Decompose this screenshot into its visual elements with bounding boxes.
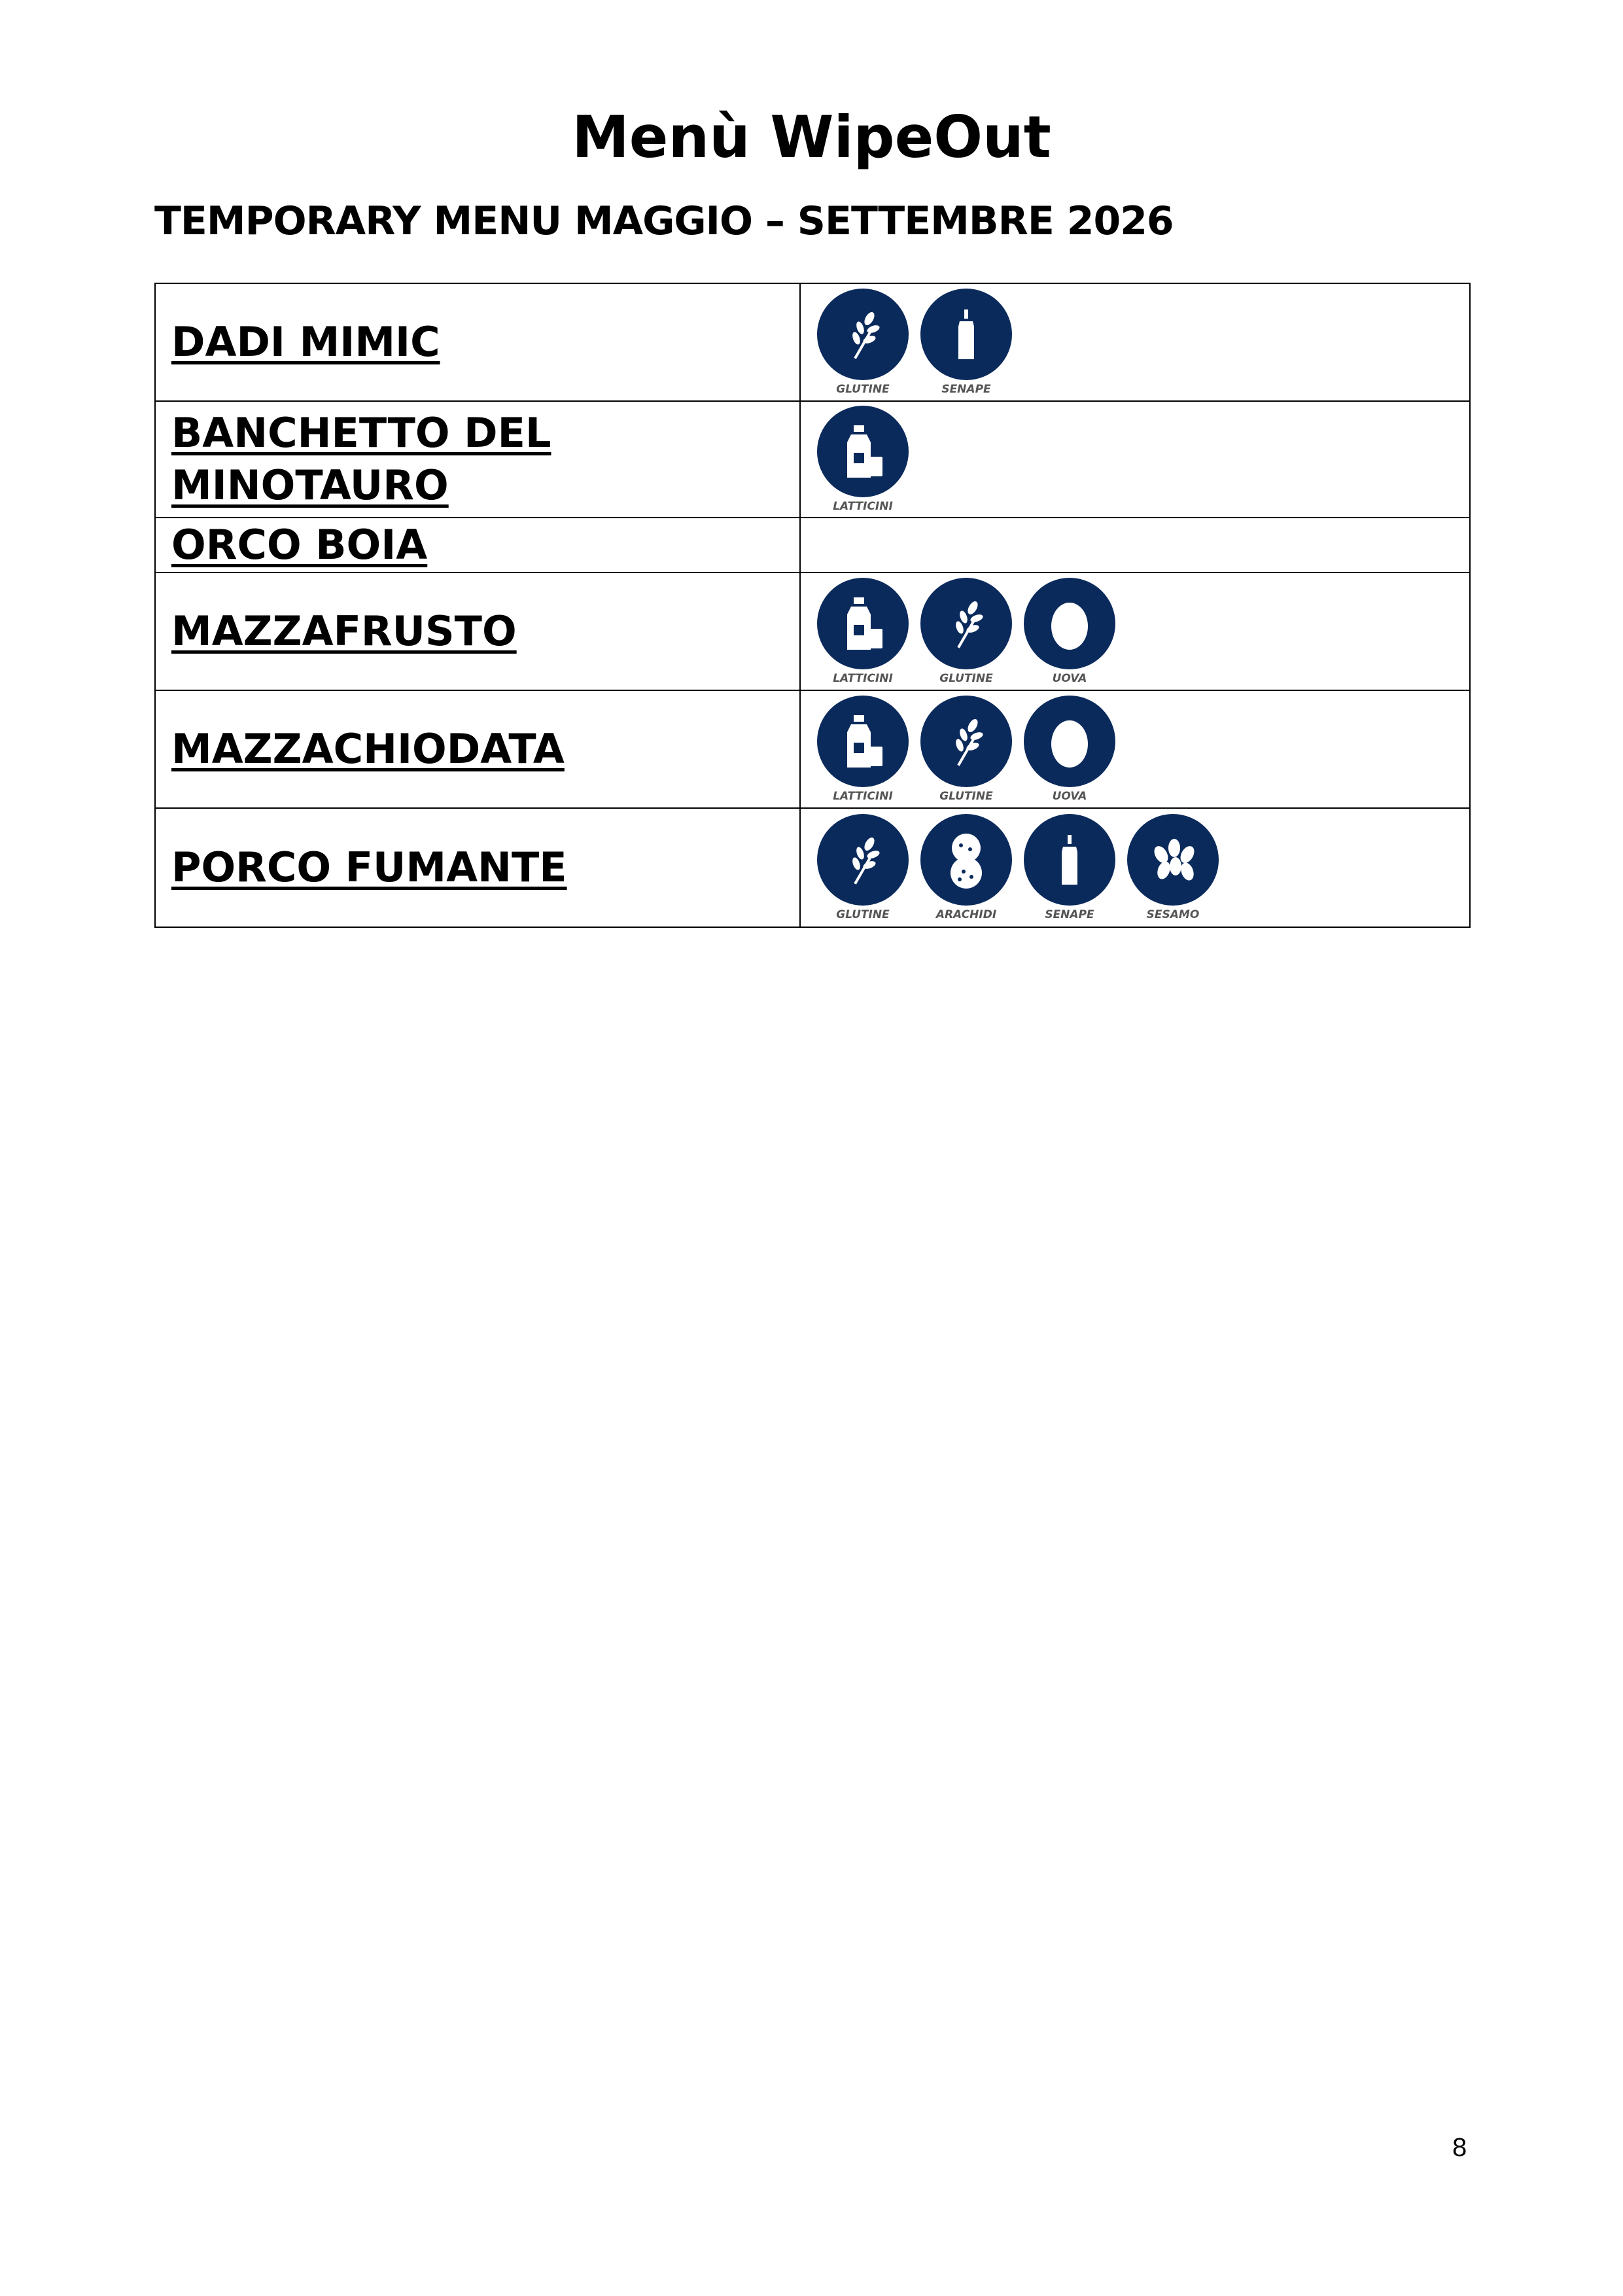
allergen-item (1021, 814, 1119, 921)
allergen-item (1021, 696, 1119, 803)
allergens-cell (800, 573, 1470, 690)
allergen-item (814, 814, 912, 921)
sesame-icon (1127, 814, 1219, 906)
egg-icon (1024, 696, 1115, 787)
allergen-list (801, 696, 1469, 803)
allergen-label: GLUTINE (939, 672, 993, 685)
egg-icon (1024, 578, 1115, 669)
wheat-icon (817, 814, 909, 906)
menu-row (155, 573, 1470, 690)
menu-subtitle: TEMPORARY MENU MAGGIO – SETTEMBRE 2026 (154, 198, 1174, 244)
allergen-item (917, 696, 1015, 803)
dish-name: BANCHETTO DEL MINOTAURO (171, 409, 551, 509)
allergen-label: SENAPE (941, 383, 991, 396)
allergen-label: SESAMO (1146, 908, 1200, 921)
allergen-list (801, 289, 1469, 396)
milk-icon (817, 578, 909, 669)
dish-name: ORCO BOIA (171, 521, 428, 569)
allergen-item (1021, 578, 1119, 685)
allergen-item (917, 814, 1015, 921)
allergens-cell (800, 690, 1470, 808)
allergen-label: GLUTINE (939, 790, 993, 803)
mustard-bottle-icon (1024, 814, 1115, 906)
allergens-cell (800, 283, 1470, 401)
allergen-label: LATTICINI (833, 672, 893, 685)
mustard-bottle-icon (920, 289, 1012, 380)
menu-row (155, 808, 1470, 927)
dish-name: DADI MIMIC (171, 318, 440, 366)
milk-icon (817, 406, 909, 497)
milk-icon (817, 696, 909, 787)
allergen-item (814, 578, 912, 685)
menu-row (155, 401, 1470, 518)
menu-row (155, 518, 1470, 573)
allergen-label: LATTICINI (833, 500, 893, 513)
dish-name-cell (155, 808, 800, 927)
allergen-item (917, 578, 1015, 685)
allergen-item (814, 406, 912, 513)
wheat-icon (920, 696, 1012, 787)
dish-name-cell (155, 690, 800, 808)
page-number: 8 (1452, 2133, 1467, 2162)
wheat-icon (920, 578, 1012, 669)
menu-row (155, 283, 1470, 401)
allergen-item (814, 289, 912, 396)
allergen-item (917, 289, 1015, 396)
allergen-label: LATTICINI (833, 790, 893, 803)
dish-name: PORCO FUMANTE (171, 843, 567, 891)
page-title: Menù WipeOut (572, 103, 1051, 171)
dish-name: MAZZAFRUSTO (171, 607, 517, 655)
allergen-label: SENAPE (1045, 908, 1094, 921)
dish-name-cell (155, 283, 800, 401)
allergen-item (814, 696, 912, 803)
allergen-list (801, 406, 1469, 513)
allergen-label: GLUTINE (836, 908, 890, 921)
menu-table (154, 283, 1471, 928)
allergen-label: UOVA (1052, 672, 1087, 685)
peanut-icon (920, 814, 1012, 906)
allergen-item (1124, 814, 1222, 921)
dish-name: MAZZACHIODATA (171, 725, 565, 773)
allergens-cell (800, 808, 1470, 927)
menu-row (155, 690, 1470, 808)
allergens-cell (800, 401, 1470, 518)
allergen-label: UOVA (1052, 790, 1087, 803)
wheat-icon (817, 289, 909, 380)
dish-name-cell (155, 518, 800, 573)
dish-name-cell (155, 401, 800, 518)
allergen-list (801, 814, 1469, 921)
allergen-list (801, 578, 1469, 685)
allergens-cell (800, 518, 1470, 573)
dish-name-cell (155, 573, 800, 690)
allergen-label: ARACHIDI (935, 908, 997, 921)
allergen-label: GLUTINE (836, 383, 890, 396)
